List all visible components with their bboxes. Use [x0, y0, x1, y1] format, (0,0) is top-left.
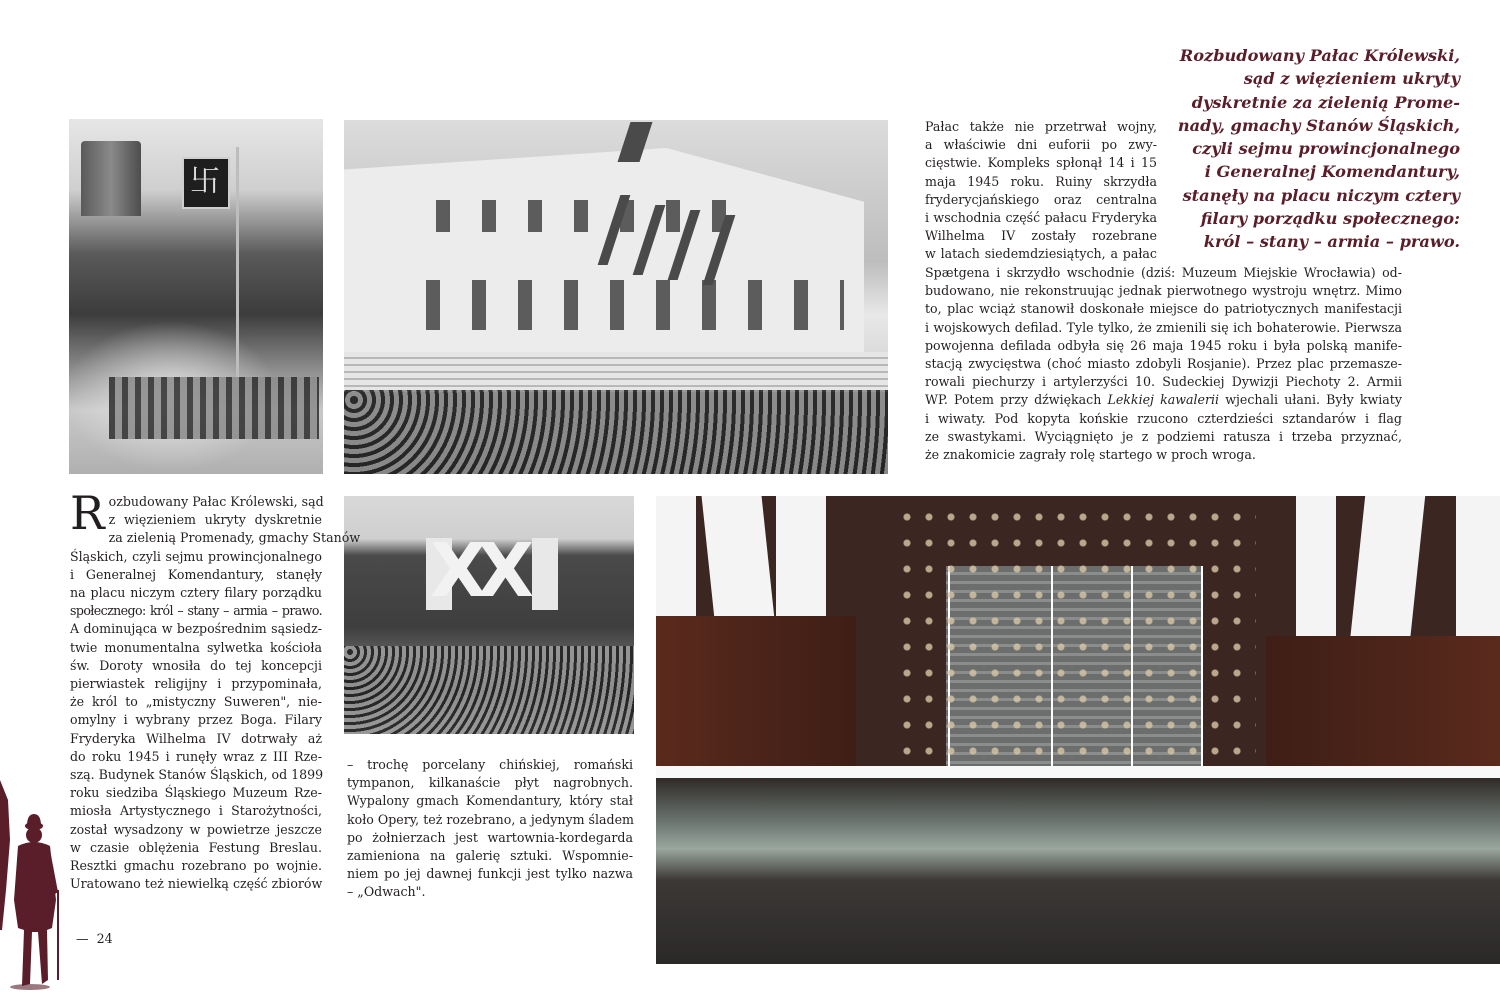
text-line: Spætgena i skrzydło wschodnie (dziś: Muzeum Miejskie Wrocławia) od- [925, 265, 1402, 280]
text-line: powojenna defilada odbyła się 26 maja 1945 roku i była polską manife- [925, 337, 1402, 353]
text-line: pierwiastek religijny i przypominała, [70, 676, 322, 692]
crowd [344, 646, 634, 734]
text-line: i wiwaty. Pod kopyta końskie rzucono czterdzieści sztandarów i flag [925, 410, 1402, 426]
castle-tower [81, 141, 141, 216]
text-line: w latach siedemdziesiątych, a pałac [925, 246, 1157, 262]
text-line: z więzieniem ukryty dyskretnie [108, 512, 322, 528]
marching-soldiers [109, 377, 319, 439]
text-line: cięstwie. Kompleks spłonął 14 i 15 [925, 155, 1157, 171]
text-line: ze swastykami. Wyciągnięto je z podziemi ratusza i trzeba przyznać, [925, 428, 1402, 444]
lower-windows [404, 280, 844, 330]
text-line: to, plac wciąż stanowił doskonałe miejsce do patriotycznych manifestacji [925, 301, 1402, 317]
swastika-banner [182, 157, 230, 209]
text-line: Resztki gmachu rozebrano po wojnie. [70, 858, 322, 874]
pull-quote-line: stanęły na placu niczym cztery [1182, 185, 1460, 205]
pull-quote-line: nady, gmachy Stanów Śląskich, [1177, 115, 1460, 135]
flag-pole [236, 147, 239, 397]
text-line: szą. Budynek Stanów Śląskich, od 1899 [70, 767, 324, 783]
white-pillar [656, 496, 696, 636]
text-line: Pałac także nie przetrwał wojny, [925, 119, 1157, 134]
white-pillar [1456, 496, 1500, 646]
text-line: fryderycjańskiego oraz centralna [925, 191, 1157, 207]
text-line: stacją zwycięstwa (choć miasto zdobyli Rosjanie). Przez plac przemasze- [925, 356, 1402, 372]
text-line: koło Opery, też rozebrano, a jedynym śladem [347, 811, 634, 827]
body-text-right-wide [925, 264, 1402, 464]
text-line: został wysadzony w powietrze jeszcze [70, 821, 322, 837]
text-line: na placu niczym cztery filary porządku [70, 585, 322, 601]
text-line: a właściwie dni euforii po zwy- [925, 137, 1157, 153]
text-line: w czasie oblężenia Festung Breslau. [70, 839, 322, 855]
text-line: św. Doroty wnosiła do tej koncepcji [70, 657, 322, 673]
balcony-ledge [656, 766, 1500, 778]
wood-wall-right [1266, 636, 1500, 766]
text-fragment: wjechali ułani. Były kwiaty [1219, 392, 1402, 408]
text-fragment: WP. Potem przy dźwiękach [925, 392, 1108, 408]
page-number-dash: — [76, 931, 89, 946]
text-line: roku siedziba Śląskiego Muzeum Rze- [70, 785, 322, 801]
text-line: Wypalony gmach Komendantury, który stał [347, 793, 633, 809]
pull-quote-line: filary porządku społecznego: [1200, 209, 1460, 229]
body-text-right-narrow [925, 118, 1157, 264]
text-line: zamieniona na galerię sztuki. Wspomnie- [347, 848, 633, 864]
text-line: po żołnierzach jest wartownia-kordegarda [347, 829, 633, 845]
pull-quote-line: czyli sejmu prowincjonalnego [1192, 139, 1460, 159]
text-line: i Generalnej Komendantury, stanęły [70, 566, 322, 582]
body-text-middle [347, 756, 633, 902]
text-line: do roku 1945 i runęły wraz z III Rze- [70, 748, 322, 764]
text-line: że król to „mistyczny Suweren", nie- [70, 694, 322, 710]
text-line: – „Odwach". [347, 884, 426, 900]
wood-wall-left [656, 616, 856, 766]
pull-quote [1170, 44, 1460, 254]
gentleman-silhouette-icon [0, 780, 70, 992]
pull-quote-line: król – stany – armia – prawo. [1203, 232, 1460, 252]
pull-quote-line: Rozbudowany Pałac Królewski, [1179, 46, 1460, 65]
text-line: niem po jej dawnej funkcji jest tylko nazwa [347, 866, 633, 882]
pull-quote-line: i Generalnej Komendantury, [1204, 162, 1460, 182]
palace-steps [344, 352, 888, 392]
pull-quote-line: dyskretnie za zielenią Prome- [1191, 92, 1460, 112]
text-line: że znakomicie zagrały rolę startego w proch wroga. [925, 447, 1256, 463]
text-line: społecznego: król – stany – armia – prawo. [70, 603, 322, 619]
xx-decoration: XX [430, 528, 525, 614]
text-line: Uratowano też niewielką część zbiorów [70, 876, 323, 892]
text-line: Wilhelma IV zostały rozebrane [925, 228, 1157, 244]
text-line: i wojskowych defilad. Tyle tylko, że zmienili się ich bohaterowie. Pierwsza [925, 319, 1402, 335]
text-line: A dominująca w bezpośrednim sąsiedz- [70, 621, 322, 637]
text-line: za zielenią Promenady, gmachy Stanów [108, 530, 361, 546]
text-line: Śląskich, czyli sejmu prowincjonalnego [70, 548, 322, 564]
text-line: budowano, nie rekonstruując jednak pierwotnego wystroju wnętrz. Mimo [925, 283, 1402, 299]
page-number-value: 24 [96, 931, 113, 946]
page-number [76, 931, 113, 946]
italic-title: Lekkiej kawalerii [1107, 392, 1220, 408]
text-line: twie monumentalna sylwetka kościoła [70, 639, 322, 655]
text-line: rowali piechurzy i artylerzyści 10. Sudeckiej Dywizji Piechoty 2. Armii [925, 374, 1402, 390]
text-line: – trochę porcelany chińskiej, romański [347, 757, 633, 772]
visitors [896, 504, 1256, 759]
pull-quote-line: sąd z więzieniem ukryty [1243, 69, 1460, 89]
crowd [344, 390, 888, 474]
text-line: tympanon, kilkanaście płyt nagrobnych. [347, 775, 633, 791]
drop-cap: R [70, 486, 105, 540]
text-line: miosła Artystycznego i Starożytności, [70, 803, 322, 819]
body-text-left [70, 486, 361, 893]
white-banner [532, 538, 558, 610]
text-line: Fryderyka Wilhelma IV dotrwały aż [70, 730, 322, 746]
glass-balustrade-reflection [656, 778, 1500, 964]
text-line: omylny i wybrany przez Boga. Filary [70, 712, 322, 728]
parade-with-swastika-banner-photo [69, 119, 323, 474]
text-line: i wschodnia część pałacu Fryderyka [925, 210, 1157, 226]
text-line [925, 391, 1402, 409]
text-line: ozbudowany Pałac Królewski, sąd [108, 494, 324, 509]
text-line: maja 1945 roku. Ruiny skrzydła [925, 173, 1157, 189]
royal-palace-facade-photo [344, 120, 888, 474]
museum-staircase-aerial-photo [656, 496, 1500, 964]
xx-anniversary-rally-photo [344, 496, 634, 734]
